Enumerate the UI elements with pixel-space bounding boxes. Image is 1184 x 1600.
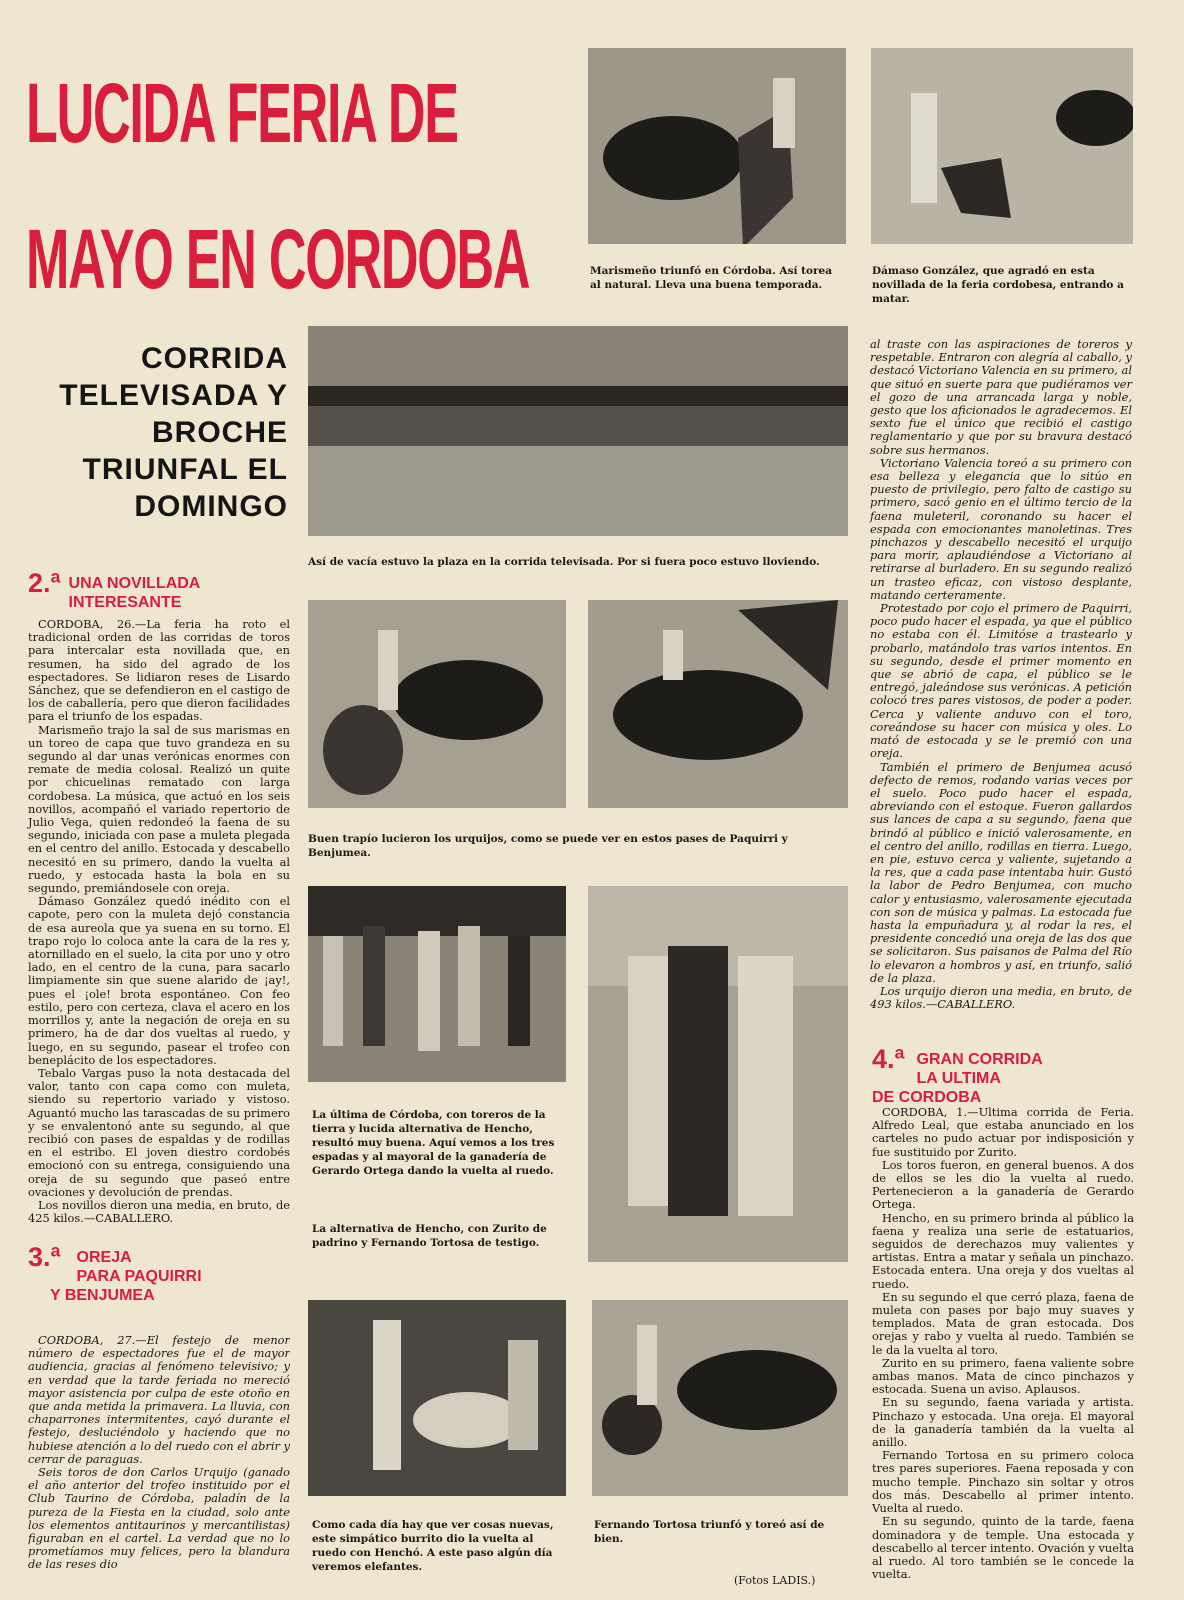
paragraph: Los toros fueron, en general buenos. A dos de ellos se les dio la vuelta al ruedo. Pertenecieron a la ganadería de Gerardo Ortega. <box>872 1157 1134 1212</box>
section-title-line: DE CORDOBA <box>872 1089 982 1106</box>
section-number: 2.ª <box>28 568 61 598</box>
photo-plaza-vacia <box>308 326 848 536</box>
photo-toreros-icon <box>588 886 848 1262</box>
paragraph: al traste con las aspiraciones de toreros y respetable. Entraron con alegría al caballo, y destacó Victoriano Valencia en su primero, al que situó en suerte para que pudiéramos ver el gozo de una arrancada larga y noble, gesto que los aficionados le agradecemos. El sexto fue el único que recibió el castigo reglamentario y que por su bravura destacó sobre sus hermanos. <box>870 337 1132 457</box>
caption-tortosa: Fernando Tortosa triunfó y toreó así de bien. <box>594 1519 825 1545</box>
section-title <box>872 1044 1134 1107</box>
paragraph: Los urquijo dieron una media, en bruto, de 493 kilos.—CABALLERO. <box>870 983 1132 1012</box>
photo-bull-icon <box>588 600 848 808</box>
photo-bull-icon <box>592 1300 848 1496</box>
paragraph: Protestado por cojo el primero de Paquirri, poco pudo hacer el espada, ya que el público no estaba con él. Limitóse a trastearlo y probarlo, matándolo tras varios intentos. En su segundo, desde el primer momento en que se abrió de capa, el público se le entregó, jaleándose sus verónicas. A petición colocó tres pares vistosos, de poder a poder. Cerca y valiente anduvo con el toro, coreándose su hacer con música y oles. Lo mató de estocada y se le premió con una oreja. <box>870 601 1132 761</box>
section-number: 3.ª <box>28 1242 61 1272</box>
headline-line-2: MAYO EN CORDOBA <box>26 212 530 306</box>
photo-alternativa <box>588 886 848 1262</box>
photo-arena-icon <box>308 326 848 536</box>
photo-burrito <box>308 1300 566 1496</box>
paragraph: Marismeño trajo la sal de sus marismas en un toreo de capa que tuvo grandeza en su segundo al dar unas verónicas enormes con remate de media colosal. Realizó un quite por chicuelinas rematado con larga cordobesa. La música, que actuó en los seis novillos, acompañó el variado repertorio de Julio Vega, quien redondeó la faena de su segundo, iniciada con pase a muleta plegada en el centro del anillo. Estocada y descabello necesitó en su primero, dando la vuelta al ruedo, y estocada hasta la bola en su segundo, premiándosele con oreja. <box>28 722 290 896</box>
caption-burrito: Como cada día hay que ver cosas nuevas, este simpático burrito dio la vuelta al ruedo con Henchó. A este paso algún día veremos elefantes. <box>312 1519 554 1573</box>
photo-credit: (Fotos LADIS.) <box>734 1574 816 1587</box>
photo-vuelta-ruedo <box>308 886 566 1082</box>
paragraph: Tebalo Vargas puso la nota destacada del valor, tanto con capa como con muleta, siendo su repertorio variado y vistoso. Aguantó mucho las tarascadas de su primero y se envalentonó ante su segundo, al que recibió con pases de espaldas y de rodillas en el estribo. El joven diestro cordobés emocionó con su entrega, consiguiendo una oreja de su segundo que paseó entre ovaciones y devolución de prendas. <box>28 1065 290 1199</box>
photo-bull-icon <box>871 48 1133 244</box>
caption-damaso: Dámaso González, que agradó en esta novillada de la feria cordobesa, entrando a matar. <box>872 265 1124 305</box>
section-number: 4.ª <box>872 1044 905 1074</box>
subhead-line: TRIUNFAL EL <box>82 453 288 486</box>
paragraph: Los novillos dieron una media, en bruto, de 425 kilos.—CABALLERO. <box>28 1197 290 1226</box>
section-title-line: INTERESANTE <box>68 594 182 611</box>
paragraph: En su segundo el que cerró plaza, faena de muleta con pases por bajo muy suaves y templados. Mata de gran estocada. Dos orejas y rabo y vuelta al ruedo. También se le da la vuelta al toro. <box>872 1289 1134 1357</box>
paragraph: En su segundo, quinto de la tarde, faena dominadora y de temple. Una estocada y descabello al tercer intento. Ovación y vuelta al ruedo. Al toro también se le concede la vuelta. <box>872 1514 1134 1582</box>
paragraph: Seis toros de don Carlos Urquijo (ganado el año anterior del trofeo instituido por el Club Taurino de Córdoba, paladín de la pureza de la Fiesta en la ciudad, solo ante los elementos antitaurinos y mercantilistas) figuraban en el cartel. La verdad que no lo prometíamos muy felices, pero la blandura de las reses dio <box>28 1465 290 1572</box>
section-title <box>28 1242 290 1305</box>
section-3-heading <box>28 1242 290 1305</box>
paragraph: Zurito en su primero, faena valiente sobre ambas manos. Mata de cinco pinchazos y estocada. Suena un aviso. Aplausos. <box>872 1355 1134 1397</box>
paragraph: Fernando Tortosa en su primero coloca tres pares superiores. Faena reposada y con mucho temple. Pinchazo sin soltar y otros dos más. Descabello al primer intento. Vuelta al ruedo. <box>872 1448 1134 1516</box>
subhead-line: DOMINGO <box>134 490 288 523</box>
photo-donkey-icon <box>308 1300 566 1496</box>
caption-trapio: Buen trapío lucieron los urquijos, como se puede ver en estos pases de Paquirri y Benjumea. <box>308 833 788 859</box>
subheadline <box>26 340 288 525</box>
section-4-body <box>872 1106 1134 1596</box>
photo-toreros-icon <box>308 886 566 1082</box>
caption-plaza: Así de vacía estuvo la plaza en la corrida televisada. Por si fuera poco estuvo lloviendo. <box>308 556 820 568</box>
caption-ultima: La última de Córdoba, con toreros de la tierra y lucida alternativa de Hencho, resultó muy buena. Aquí vemos a los tres espadas y al mayoral de la ganadería de Gerardo Ortega dando la vuelta al ruedo. <box>312 1109 555 1177</box>
paragraph: Hencho, en su primero brinda al público la faena y realiza una serie de estatuarios, seguidos de derechazos muy valientes y artistas. Entra a matar y señala un pinchazo. Estocada entera. Una oreja y dos vueltas al ruedo. <box>872 1210 1134 1291</box>
section-title-line: GRAN CORRIDA <box>916 1051 1043 1068</box>
headline-line-1: LUCIDA FERIA DE <box>26 66 458 160</box>
paragraph: También el primero de Benjumea acusó defecto de remos, rodando varias veces por el suelo. Poco pudo hacer el espada, abreviando con el estoque. Fueron gallardos sus lances de capa a su segundo, faena que brindó al público e inició valerosamente, en el centro del anillo, rodillas en tierra. Luego, en pie, estuvo cerca y valiente, sujetando a la res, que a cada pase intentaba huir. Gustó la labor de Pedro Benjumea, con mucho calor y entusiasmo, valerosamente ejecutada con son de música y palmas. La estocada fue hasta la empuñadura y, al rodar la res, el presidente concedió una oreja de las dos que se solicitaron. Sus paisanos de Palma del Río lo elevaron a hombros y así, en triunfo, salió de la plaza. <box>870 759 1132 985</box>
subhead-line: BROCHE <box>151 416 288 449</box>
photo-tortosa <box>592 1300 848 1496</box>
section-3-body <box>28 1334 290 1596</box>
paragraph: Dámaso González quedó inédito con el capote, pero con la muleta dejó constancia de esa aureola que ya suena en su torno. El trapo rojo lo coloca ante la cara de la res y, atornillado en el suelo, la cita por uno y otro lado, en el centro de la cuna, para sacarlo limpiamente sin que suene alarido de ¡ay!, pues el ¡ole! brota espontáneo. Con feo estilo, pero con certeza, clava el acero en los morrillos y, ante la negación de oreja en su primero, ha de dar dos vueltas al ruedo, y luego, en su segundo, pasear el trofeo con beneplácito de los espectadores. <box>28 894 290 1067</box>
paragraph: CORDOBA, 26.—La feria ha roto el tradicional orden de las corridas de toros para intercalar esta novillada que, en resumen, ha sido del agrado de los espectadores. Se lidiaron reses de Lisardo Sánchez, que se defendieron en el castigo de los de caballería, pero que dieron facilidades para el triunfo de los espadas. <box>28 617 290 724</box>
headline <box>26 40 530 332</box>
paragraph: CORDOBA, 1.—Ultima corrida de Feria. Alfredo Leal, que estaba anunciado en los carteles no pudo actuar por indisposición y fue sustituido por Zurito. <box>872 1106 1134 1159</box>
photo-bull-icon <box>308 600 566 808</box>
paragraph: En su segundo, faena variada y artista. Pinchazo y estocada. Una oreja. El mayoral de la ganadería también da la vuelta al anillo. <box>872 1395 1134 1450</box>
photo-paquirri <box>308 600 566 808</box>
section-title-line: Y BENJUMEA <box>50 1287 155 1304</box>
caption-alternativa: La alternativa de Hencho, con Zurito de padrino y Fernando Tortosa de testigo. <box>312 1223 547 1249</box>
section-title-line: UNA NOVILLADA <box>68 575 201 592</box>
photo-damaso <box>871 48 1133 244</box>
section-title-line: OREJA <box>76 1249 132 1266</box>
photo-bull-icon <box>588 48 846 244</box>
section-title <box>28 568 290 612</box>
paragraph: Victoriano Valencia toreó a su primero con esa belleza y elegancia que lo sitúo en puesto de privilegio, pero falto de castigo su primero, sacó genio en el último tercio de la faena muleteril, coronando su hacer el espada con emocionantes manoletinas. Tres pinchazos y descabello necesitó el urquijo para morir, aplaudiéndose a Victoriano al retirarse al burladero. En su segundo realizó un trasteo eficaz, con vistoso desplante, matando certeramente. <box>870 455 1132 602</box>
photo-marismeno <box>588 48 846 244</box>
section-2-body <box>28 618 290 1225</box>
right-column-body <box>870 338 1132 1011</box>
section-title-line: PARA PAQUIRRI <box>76 1268 202 1285</box>
paragraph: CORDOBA, 27.—El festejo de menor número de espectadores fue el de mayor audiencia, gracias al fenómeno televisivo; y en verdad que la tarde feriada no mereció mayor asistencia por culpa de este otoño en que anda metida la primavera. La lluvia, con chaparrones intermitentes, cayó durante el festejo, desluciéndolo y haciendo que no hubiese atención a lo del ruedo con el abrir y cerrar de paraguas. <box>28 1334 290 1466</box>
subhead-line: TELEVISADA Y <box>59 379 288 412</box>
section-2-heading <box>28 568 290 612</box>
caption-marismeno: Marismeño triunfó en Córdoba. Así torea al natural. Lleva una buena temporada. <box>590 265 832 291</box>
photo-benjumea <box>588 600 848 808</box>
subhead-line: CORRIDA <box>141 342 288 375</box>
section-4-heading <box>872 1044 1134 1107</box>
section-title-line: LA ULTIMA <box>916 1070 1001 1087</box>
